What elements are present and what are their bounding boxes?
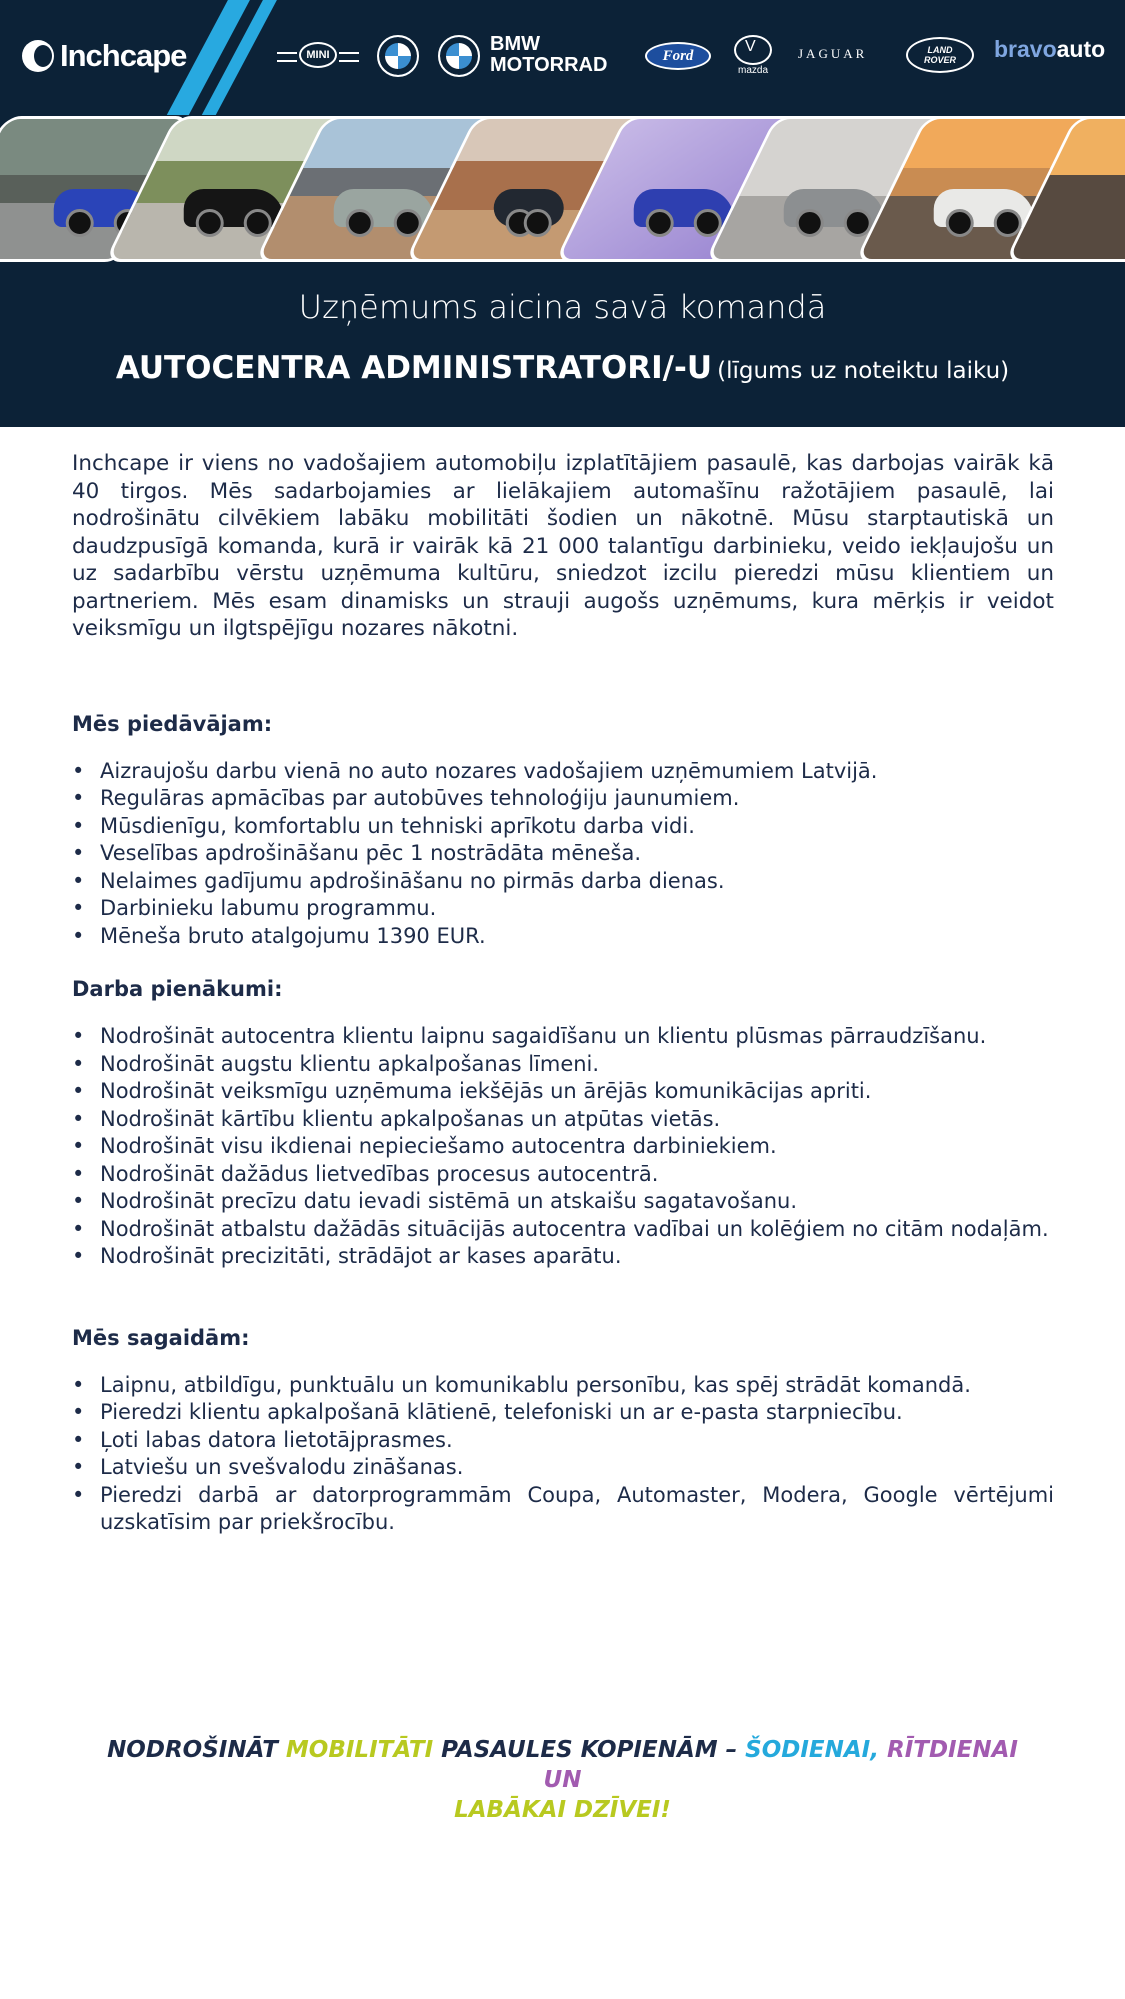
landrover-line1: LAND	[927, 45, 953, 55]
expect-list	[72, 1372, 1054, 1537]
auto-text: auto	[1056, 36, 1106, 62]
land-rover-logo	[906, 37, 974, 73]
brand-bar	[0, 0, 1125, 115]
mini-logo-text: MINI	[299, 42, 337, 68]
list-item: • Nodrošināt kārtību klientu apkalpošanas un atpūtas vietās.	[72, 1106, 1054, 1134]
bravo-text: bravo	[994, 36, 1057, 62]
bmw-roundel-icon	[438, 35, 480, 77]
car-image	[934, 189, 1034, 227]
inchcape-logo	[22, 38, 186, 74]
list-item: • Nodrošināt precīzu datu ievadi sistēmā un atskaišu sagatavošanu.	[72, 1188, 1054, 1216]
mazda-mark-icon	[734, 35, 772, 65]
motorcycle-image	[494, 189, 564, 227]
list-item: • Mūsdienīgu, komfortablu un tehniski aprīkotu darba vidi.	[72, 813, 1054, 841]
list-item: • Nodrošināt precizitāti, strādājot ar kases aparātu.	[72, 1243, 1054, 1271]
mini-logo	[278, 40, 358, 70]
car-image	[184, 189, 284, 227]
inchcape-mark-icon	[22, 40, 54, 72]
duties-list	[72, 1023, 1054, 1271]
car-image	[634, 189, 734, 227]
list-item: • Nodrošināt augstu klientu apkalpošanas līmeni.	[72, 1051, 1054, 1079]
jaguar-logo: JAGUAR	[798, 46, 868, 61]
list-item: • Mēneša bruto atalgojumu 1390 EUR.	[72, 923, 1054, 951]
bmw-roundel-icon	[377, 35, 419, 77]
list-item: • Aizraujošu darbu vienā no auto nozares vadošajiem uzņēmumiem Latvijā.	[72, 758, 1054, 786]
list-item: • Pieredzi klientu apkalpošanā klātienē, telefoniski un ar e-pasta starpniecību.	[72, 1399, 1054, 1427]
headline: Uzņēmums aicina savā komandā	[298, 288, 827, 326]
expect-section-title: Mēs sagaidām:	[72, 1325, 250, 1350]
motorrad-line1: BMW	[490, 33, 540, 55]
position-note: (līgums uz noteiktu laiku)	[717, 358, 1010, 384]
offer-list	[72, 758, 1054, 951]
vehicle-photo-strip	[0, 112, 1125, 266]
position-heading	[0, 350, 1125, 386]
list-item: • Regulāras apmācības par autobūves tehnoloģiju jaunumiem.	[72, 785, 1054, 813]
header-banner	[0, 0, 1125, 427]
duties-section-title: Darba pienākumi:	[72, 977, 283, 1001]
landrover-line2: ROVER	[923, 55, 956, 65]
motorrad-line2: MOTORRAD	[490, 54, 608, 76]
inchcape-logo-text: Inchcape	[60, 38, 187, 73]
list-item: • Veselības apdrošināšanu pēc 1 nostrādāta mēneša.	[72, 840, 1054, 868]
bravoauto-logo	[994, 36, 1105, 63]
bmw-motorrad-roundel	[438, 35, 480, 77]
list-item: • Nodrošināt visu ikdienai nepieciešamo autocentra darbiniekiem.	[72, 1133, 1054, 1161]
mazda-logo-text: mazda	[737, 65, 768, 76]
tagline-part: RĪTDIENAI UN	[543, 1737, 1018, 1793]
car-image	[784, 189, 884, 227]
list-item: • Pieredzi darbā ar datorprogrammām Coupa, Automaster, Modera, Google vērtējumi uzskatīsim par priekšrocību.	[72, 1482, 1054, 1537]
list-item: • Nelaimes gadījumu apdrošināšanu no pirmās darba dienas.	[72, 868, 1054, 896]
car-image	[334, 189, 434, 227]
list-item: • Latviešu un svešvalodu zināšanas.	[72, 1454, 1054, 1482]
list-item: • Darbinieku labumu programmu.	[72, 895, 1054, 923]
bmw-logo	[377, 35, 419, 77]
ford-logo	[645, 42, 711, 70]
job-description	[72, 450, 1054, 1537]
tagline-part: MOBILITĀTI	[285, 1737, 434, 1763]
list-item: • Ļoti labas datora lietotājprasmes.	[72, 1427, 1054, 1455]
list-item: • Laipnu, atbildīgu, punktuālu un komunikablu personību, kas spēj strādāt komandā.	[72, 1372, 1054, 1400]
list-item: • Nodrošināt dažādus lietvedības procesus autocentrā.	[72, 1161, 1054, 1189]
bmw-motorrad-logo	[490, 34, 607, 76]
company-tagline	[100, 1735, 1025, 1825]
list-item: • Nodrošināt autocentra klientu laipnu sagaidīšanu un klientu plūsmas pārraudzīšanu.	[72, 1023, 1054, 1051]
tagline-part: NODROŠINĀT	[107, 1737, 286, 1763]
list-item: • Nodrošināt atbalstu dažādās situācijās autocentra vadībai un kolēģiem no citām nodaļām.	[72, 1216, 1054, 1244]
tagline-part: LABĀKAI DZĪVEI!	[454, 1797, 671, 1823]
mazda-logo	[734, 35, 772, 76]
offer-section-title: Mēs piedāvājam:	[72, 711, 273, 736]
tagline-part: PASAULES KOPIENĀM –	[433, 1737, 746, 1763]
ford-logo-text: Ford	[645, 42, 711, 70]
tagline-part: ŠODIENAI,	[745, 1737, 887, 1763]
list-item: • Nodrošināt veiksmīgu uzņēmuma iekšējās un ārējās komunikācijas apriti.	[72, 1078, 1054, 1106]
company-intro: Inchcape ir viens no vadošajiem automobiļu izplatītājiem pasaulē, kas darbojas vairāk kā 40 tirgos. Mēs sadarbojamies ar lielākajiem automašīnu ražotājiem pasaulē, lai nodrošinātu cilvēkiem labāku mobilitāti šodien un nākotnē. Mūsu starptautiskā un daudzpusīgā komanda, kurā ir vairāk kā 21 000 talantīgu darbinieku, veido iekļaujošu un uz sadarbību vērstu uzņēmuma kultūru, sniedzot izcilu pieredzi mūsu klientiem un partneriem. Mēs esam dinamisks un strauji augošs uzņēmums, kura mērķis ir veidot veiksmīgu un ilgtspējīgu nozares nākotni.	[72, 451, 1054, 641]
position-title: AUTOCENTRA ADMINISTRATORI/-U	[115, 350, 712, 386]
